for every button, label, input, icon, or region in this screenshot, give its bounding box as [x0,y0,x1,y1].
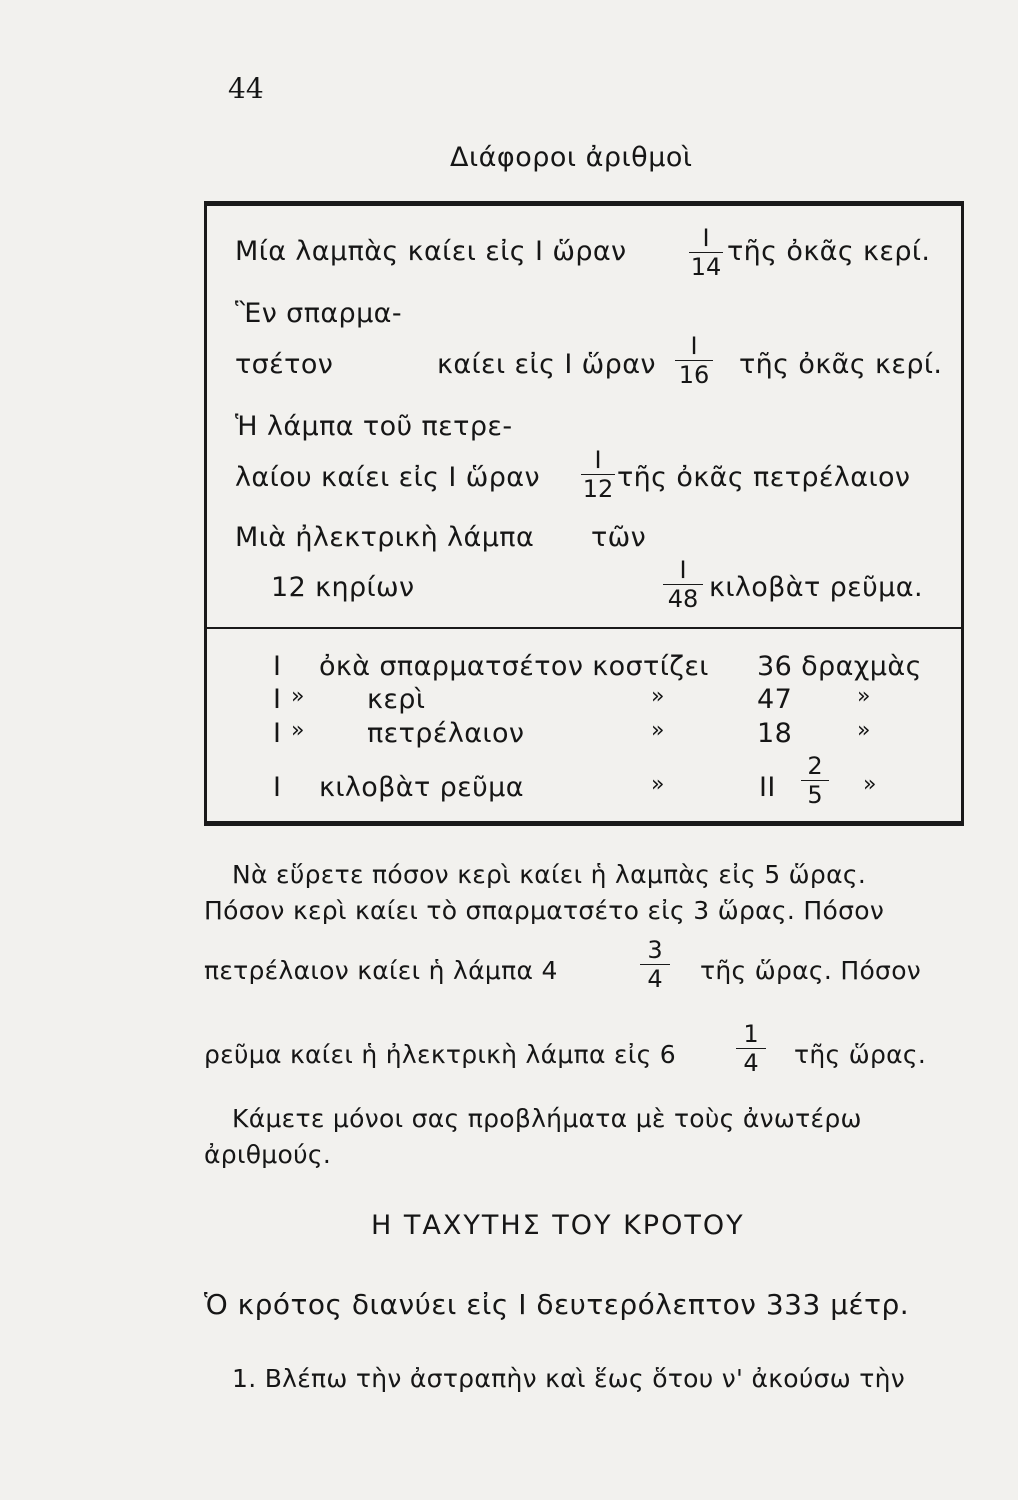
price-row-item: κιλοβὰτ ρεῦμα [319,772,524,803]
price-row-price: 36 δραχμὰς [757,651,922,682]
price-row-mark2: » [857,684,871,709]
page-number: 44 [228,72,264,105]
section-heading: Η ΤΑΧΥΤΗΣ ΤΟΥ ΚΡΟΤΟΥ [371,1210,745,1241]
price-frac-num: 2 [807,752,823,780]
paragraph1-line3-a: πετρέλαιον καίει ἡ λάμπα 4 [204,956,558,985]
paragraph1-line4-b: τῆς ὥρας. [794,1040,927,1069]
paragraph1-line1: Νὰ εὕρετε πόσον κερὶ καίει ἡ λαμπὰς εἰς 5 ὥρας. [232,860,867,889]
price-row-price: 18 [757,718,793,749]
row4-fraction [663,558,703,611]
price-row-qty: Ι [273,684,282,715]
price-row-quote: » [291,684,305,709]
row2-line2-a: τσέτον [235,349,334,380]
price-row-item: πετρέλαιον [367,718,525,749]
row3-frac-num: Ι [594,446,602,474]
paragraph2-line2: ἀριθμούς. [204,1140,332,1169]
line3-frac-num: 3 [647,936,663,964]
row2-frac-num: Ι [690,332,698,360]
row4-frac-den: 48 [667,585,699,613]
paragraph1-line4-a: ρεῦμα καίει ἡ ἠλεκτρικὴ λάμπα εἰς 6 [204,1040,677,1069]
table-title: Διάφοροι ἀριθμοὶ [450,142,693,173]
price-row-item: κερὶ [367,684,426,715]
row2-line2-b: καίει εἰς Ι ὥραν [437,349,656,380]
numbers-table [204,201,964,826]
price-row-qty: Ι [273,718,282,749]
paragraph1-line2: Πόσον κερὶ καίει τὸ σπαρματσέτο εἰς 3 ὥρας. Πόσον [204,896,885,925]
row4-text-b: κιλοβὰτ ρεῦμα. [709,572,923,603]
line4-frac-num: 1 [743,1020,759,1048]
paragraph1-line3-fraction [640,938,670,991]
price-row-mark: » [651,684,665,709]
row4-line2-a: 12 κηρίων [271,572,415,603]
row4-line1-b: τῶν [591,522,647,553]
row2-fraction [675,334,713,387]
paragraph1-line3-b: τῆς ὥρας. Πόσον [700,956,922,985]
price-row-qty: Ι [273,651,282,682]
row3-text-b: τῆς ὀκᾶς πετρέλαιον [617,462,911,493]
price-fraction [801,754,829,807]
row4-line1: Μιὰ ἠλεκτρικὴ λάμπα [235,522,535,553]
row2-line1: Ἓν σπαρμα- [235,298,403,329]
row4-frac-num: Ι [679,556,687,584]
exercise-1: 1. Βλέπω τὴν ἀστραπὴν καὶ ἕως ὅτου ν' ἀκούσω τὴν [232,1364,906,1393]
statement: Ὁ κρότος διανύει εἰς Ι δευτερόλεπτον 333 μέτρ. [204,1288,910,1321]
row3-frac-den: 12 [582,475,614,503]
row1-frac-den: 14 [690,253,722,281]
row3-line2-a: λαίου καίει εἰς Ι ὥραν [235,462,540,493]
price-row-mark: » [651,772,665,797]
line3-frac-den: 4 [647,965,663,993]
price-row-mark: » [651,718,665,743]
price-row-price: 47 [757,684,793,715]
price-row-price: ΙΙ [759,772,776,803]
paragraph2-line1: Κάμετε μόνοι σας προβλήματα μὲ τοὺς ἀνωτέρω [232,1104,862,1133]
price-frac-den: 5 [807,781,823,809]
row2-text-c: τῆς ὀκᾶς κερί. [739,349,943,380]
price-row-mark2: » [857,718,871,743]
row1-fraction [689,226,723,279]
row3-line1: Ἡ λάμπα τοῦ πετρε- [235,411,513,442]
price-row-mark2: » [863,772,877,797]
row1-text-b: τῆς ὀκᾶς κερί. [727,236,931,267]
price-row-item: ὀκὰ σπαρματσέτον κοστίζει [319,651,709,682]
price-row-quote: » [291,718,305,743]
line4-frac-den: 4 [743,1049,759,1077]
price-row-qty: Ι [273,772,282,803]
row2-frac-den: 16 [678,361,710,389]
paragraph1-line4-fraction [736,1022,766,1075]
row1-text-a: Μία λαμπὰς καίει εἰς Ι ὥραν [235,236,627,267]
row1-frac-num: Ι [702,224,710,252]
row3-fraction [581,448,615,501]
table-divider [207,627,961,629]
